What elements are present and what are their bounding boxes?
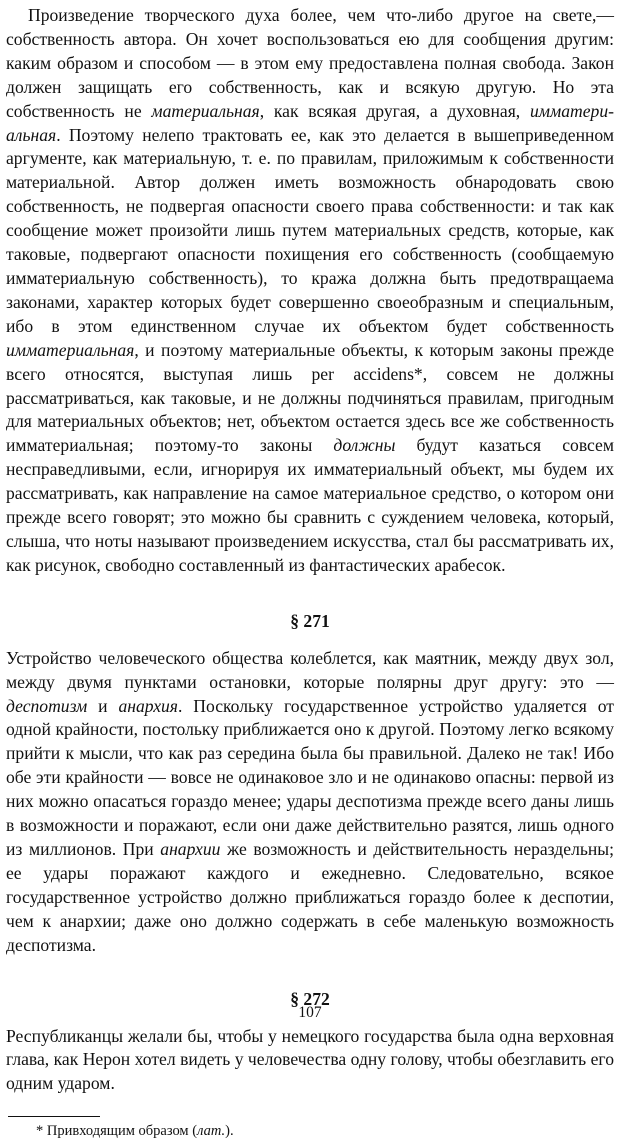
text-run: же возможность и действительность нераздельны; ее удары поражают каждого и ежедневно. Следовательно, всякое государственное устройство должно приближаться гораздо более к деспотии, чем к анархии; даже оно должно содержать в себе маленькую возможность деспотизма. <box>6 839 614 955</box>
italic-term: деспотизм <box>6 695 88 716</box>
text-run: . Поскольку государственное устройство удаляется от одной крайности, постольку приближается оно к другой. Поэтому легко всякому прийти к мысли, что как раз середина была бы правильной. Далеко не так! Ибо обе эти крайности — вовсе не одинаковое зло и не одинаково опасны: первой из них можно опасаться гораздо менее; удары деспотизма прежде всего даны лишь в возможности и поражают, если они даже действительно разятся, лишь одного из миллионов. При <box>6 695 614 859</box>
section-heading-271: § 271 <box>290 610 330 631</box>
paragraph-section-272: Республиканцы желали бы, чтобы у немецкого государства была одна верховная глава, как Нерон хотел видеть у человечества одну голову, чтобы обезглавить его одним ударом. <box>6 1025 614 1094</box>
footnote <box>36 1122 614 1140</box>
italic-term: должны <box>333 435 396 456</box>
text-run: будут казаться совсем несправедливыми, если, игнорируя их имматериальный объект, мы будем их рассматривать, как направление на самое материальное средство, о котором они прежде всего говорят; это можно бы сравнить с суждением человека, который, слыша, что ноты называют произведением искусства, стал бы рассматривать их, как рисунок, свободно составленный из фантастических арабесок. <box>6 435 614 575</box>
footnote-divider <box>8 1116 100 1117</box>
footnote-text: * Привходящим образом ( <box>36 1123 198 1140</box>
italic-term: имматериальная <box>6 339 135 360</box>
italic-term: имматериальная <box>6 100 614 145</box>
paragraph-authorship <box>6 4 614 578</box>
footnote-italic: лат. <box>197 1123 226 1140</box>
paragraph-section-271 <box>6 647 614 958</box>
text-run: , и поэтому материальные объекты, к которым законы прежде всего относятся, выступая лишь per accidens*, совсем не должны рассматриваться, как таковые, и не должны подчиняться правилам, пригодным для материальных объектов; нет, объектом остается здесь все же собственность имматериальная; поэтому-то законы <box>6 339 614 456</box>
text-run: , как всякая другая, а духовная, <box>259 100 530 121</box>
italic-term: материальная <box>151 100 260 121</box>
italic-term: анархии <box>160 839 221 859</box>
footnote-text: ). <box>225 1123 234 1140</box>
italic-term: анархия <box>118 695 178 716</box>
page-number: 107 <box>298 1004 322 1021</box>
text-run: и <box>87 695 119 716</box>
text-run: . Поэтому нелепо трактовать ее, как это делается в вышеприведенном аргументе, как материальную, т. е. по правилам, приложимым к собственности материальной. Автор должен иметь возможность обнародовать свою собственность, не подвергая опасности своего права собственности: и так как сообщение может произойти лишь путем материальных средств, которые, как таковые, подвергают опасности похищения его собственность (сообщаемую имматериальную собственность), то кража должна быть предотвращаема законами, характер которых будет совершенно своеобразным и специальным, ибо в этом единственном случае их объектом будет собственность <box>6 124 614 336</box>
text-run: Произведение творческого духа более, чем что-либо другое на свете,— собственность автора. Он хочет воспользоваться ею для сообщения другим: каким образом и способом — в этом ему предоставлена полная свобода. Закон должен защищать его собственность, как и всякую другую. Но эта собственность не <box>6 5 614 121</box>
section-heading-272: § 272 <box>290 988 330 1009</box>
text-run: Устройство человеческого общества колеблется, как маятник, между двух зол, между двумя пунктами остановки, которые полярны друг другу: это — <box>6 647 614 692</box>
